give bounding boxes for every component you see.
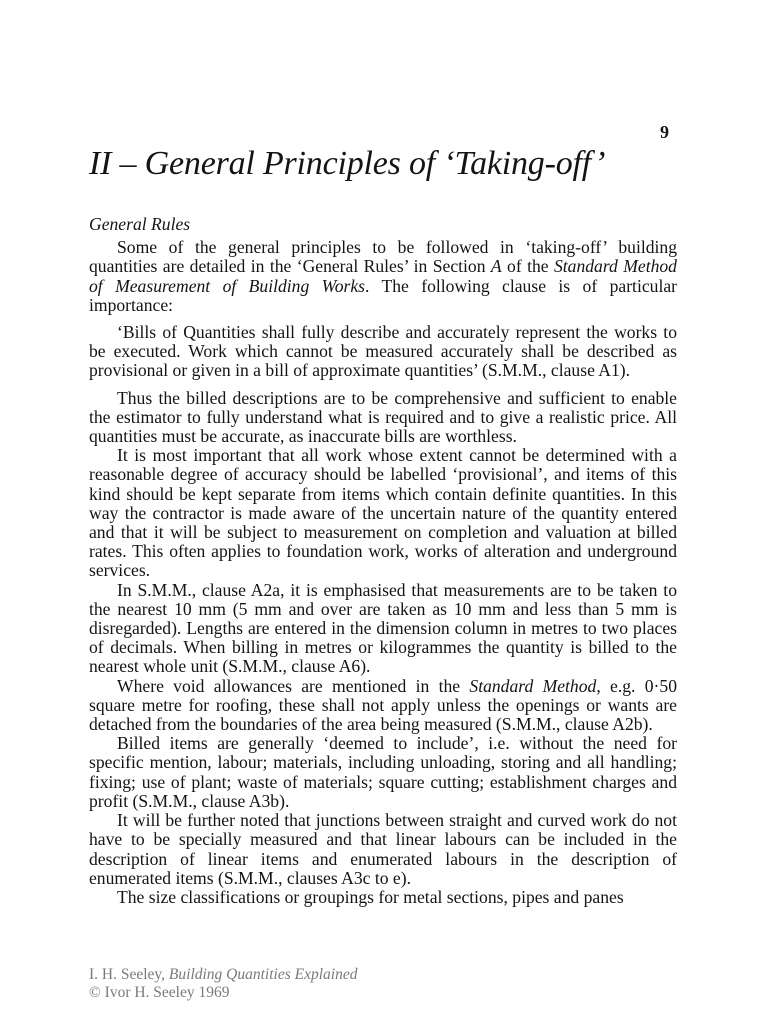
paragraph bbox=[89, 677, 677, 735]
paragraph-intro bbox=[89, 238, 677, 315]
paragraph: Thus the billed descriptions are to be comprehensive and sufficient to enable the estimator to fully understand what is required and to give a realistic price. All quantities must be accurate, as inaccurate bills are worthless. bbox=[89, 387, 677, 447]
text-span: , e.g. 0·50 square metre for roofing, these shall not apply unless the openings or wants are detached from the boundaries of the area being measured (S.M.M., clause A2b). bbox=[89, 675, 677, 735]
text-span: Where void allowances are mentioned in the bbox=[117, 675, 470, 696]
text-span: . The following clause is of particular importance: bbox=[89, 275, 677, 315]
quoted-clause: ‘Bills of Quantities shall fully describe and accurately represent the works to be executed. Work which cannot be measured accurately shall be described as provisional or given in a bill of approximate quantities’ (S.M.M., clause A1). bbox=[89, 322, 677, 381]
footer-author: I. H. Seeley, bbox=[89, 966, 169, 983]
page-number: 9 bbox=[660, 122, 669, 142]
book-reference: Standard Method bbox=[469, 675, 597, 696]
paragraph: The size classifications or groupings for metal sections, pipes and panes bbox=[117, 886, 624, 907]
paragraph: It will be further noted that junctions between straight and curved work do not have to be specially measured and that linear labours can be included in the description of linear items and enumerated labours in the description of enumerated items (S.M.M., clauses A3c to e). bbox=[89, 810, 677, 888]
body-text bbox=[89, 215, 677, 907]
footer-citation bbox=[89, 966, 357, 1002]
chapter-title: II – General Principles of ‘Taking-off’ bbox=[89, 145, 606, 182]
section-letter: A bbox=[490, 256, 502, 277]
footer-copyright: © Ivor H. Seeley 1969 bbox=[89, 984, 230, 1001]
paragraph: In S.M.M., clause A2a, it is emphasised that measurements are to be taken to the nearest 10 mm (5 mm and over are taken as 10 mm and less than 5 mm is disregarded). Lengths are entered in the dimension column in metres to two places of decimals. When billing in metres or kilogrammes the quantity is billed to the nearest whole unit (S.M.M., clause A6). bbox=[89, 579, 677, 677]
section-heading: General Rules bbox=[89, 214, 191, 234]
paragraph: It is most important that all work whose extent cannot be determined with a reasonable degree of accuracy should be labelled ‘provisional’, and items of this kind should be kept separate from items which contain definite quantities. In this way the contractor is made aware of the uncertain nature of the quantity entered and that it will be subject to measurement on completion and valuation at billed rates. This often applies to foundation work, works of alteration and underground services. bbox=[89, 445, 677, 581]
book-reference: Standard Method of Measurement of Building Works bbox=[89, 256, 677, 296]
text-span: Some of the general principles to be followed in ‘taking-off’ building quantities are detailed in the ‘General Rules’ in Section bbox=[89, 237, 677, 277]
text-span: of the bbox=[501, 256, 554, 277]
footer-line bbox=[89, 966, 357, 984]
footer-book-title: Building Quantities Explained bbox=[168, 966, 358, 983]
paragraph: Billed items are generally ‘deemed to include’, i.e. without the need for specific mention, labour; materials, including unloading, storing and all handling; fixing; use of plant; waste of materials; square cutting; establishment charges and profit (S.M.M., clause A3b). bbox=[89, 733, 677, 811]
